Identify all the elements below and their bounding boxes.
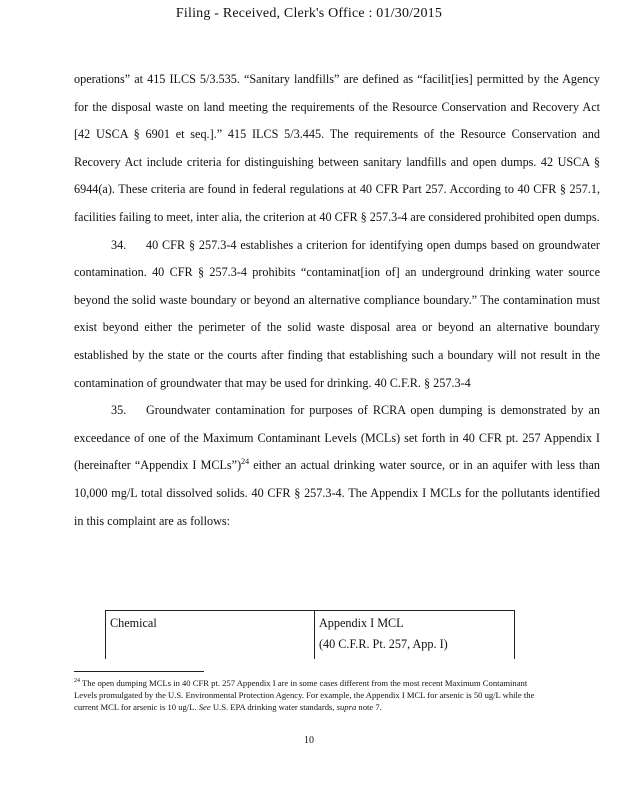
paragraph-number: 34. — [111, 237, 127, 252]
table-header-row — [106, 611, 515, 660]
paragraph-text: 40 CFR § 257.3-4 establishes a criterion for identifying open dumps based on groundwater contamination. 40 CFR § 257.3-4 prohibits “contaminat[ion of] an underground drinking water source beyond the solid waste boundary or beyond an alternative compliance boundary.” The contamination must exist beyond either the perimeter of the solid waste disposal area or beyond an alternative boundary established by the state or the courts after finding that establishing such a boundary will not result in the contamination of groundwater that may be used for drinking. 40 C.F.R. § 257.3-4 — [74, 237, 600, 390]
paragraph-number: 35. — [111, 403, 127, 418]
footnote-number: 24 — [74, 678, 80, 684]
table-header-mcl-line1: Appendix I MCL — [319, 616, 404, 630]
footnote-supra: supra — [336, 702, 357, 713]
paragraph-35 — [74, 397, 600, 535]
page-number: 10 — [304, 735, 314, 746]
footnote-text-end: note 7. — [356, 702, 382, 713]
footnote-text: The open dumping MCLs in 40 CFR pt. 257 Appendix I are in some cases different from the most recent Maximum Contaminant Levels promulgated by the U.S. Environmental Protection Agency. For example, the Appendix I MCL for arsenic is 50 ug/L while the current MCL for arsenic is 10 ug/L. — [74, 677, 535, 713]
filing-stamp-header: Filing - Received, Clerk's Office : 01/30/2015 — [175, 6, 443, 21]
table-header-mcl — [315, 611, 515, 660]
paragraph-continued: operations” at 415 ILCS 5/3.535. “Sanitary landfills” are defined as “facilit[ies] permitted by the Agency for the disposal waste on land meeting the requirements of the Resource Conservation and Recovery Act [42 USCA § 6901 et seq.].” 415 ILCS 5/3.445. The requirements of the Resource Conservation and Recovery Act include criteria for distinguishing between sanitary landfills and open dumps. 42 USCA § 6944(a). These criteria are found in federal regulations at 40 CFR Part 257. According to 40 CFR § 257.1, facilities failing to meet, inter alia, the criterion at 40 CFR § 257.3-4 are considered prohibited open dumps. — [74, 72, 600, 224]
paragraph-34 — [74, 232, 600, 398]
paragraph-text: Groundwater contamination for purposes of RCRA open dumping is demonstrated by an exceedance of one of the Maximum Contaminant Levels (MCLs) set forth in 40 CFR pt. 257 Appendix I (hereinafter “Appendix I MCLs”) — [74, 403, 600, 473]
table-header-mcl-line2: (40 C.F.R. Pt. 257, App. I) — [319, 637, 448, 651]
mcl-table — [105, 610, 515, 659]
document-body — [74, 66, 600, 535]
footnote-reference: 24 — [241, 457, 250, 467]
footnote-divider — [74, 671, 204, 672]
footnote-24 — [74, 675, 549, 713]
footnote-see: See — [198, 702, 211, 713]
footnote-text-cont: U.S. EPA drinking water standards, — [210, 702, 337, 713]
table-header-chemical: Chemical — [106, 611, 315, 660]
paragraph-text-cont: either an actual drinking water source, or in an aquifer with less than 10,000 mg/L total dissolved solids. 40 CFR § 257.3-4. The Appendix I MCLs for the pollutants identified in this complaint are as follows: — [74, 458, 600, 528]
